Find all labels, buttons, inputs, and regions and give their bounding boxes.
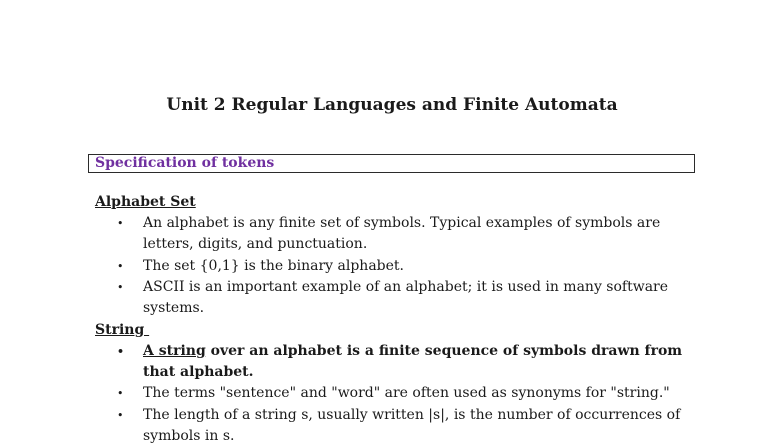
string-definition-text: over an alphabet is a finite sequence of symbols drawn from that alphabet.	[143, 343, 683, 380]
section-box	[88, 154, 695, 173]
bullet-icon: •	[117, 260, 124, 273]
section-title: Specification of tokens	[95, 155, 275, 171]
list-item	[117, 213, 688, 255]
page-title: Unit 2 Regular Languages and Finite Automata	[166, 95, 618, 115]
bullet-icon: •	[117, 217, 124, 230]
list-item-text: The terms "sentence" and "word" are often used as synonyms for "string."	[143, 385, 670, 401]
list-item-text: An alphabet is any finite set of symbols. Typical examples of symbols are letters, digits, and punctuation.	[143, 215, 661, 252]
bullet-icon: •	[117, 387, 124, 400]
list-item-text: The length of a string s, usually written |s|, is the number of occurrences of symbols in s.	[143, 407, 681, 444]
string-heading: String	[95, 322, 150, 338]
list-item	[117, 256, 688, 277]
alphabet-set-heading: Alphabet Set	[95, 194, 196, 210]
list-item-text: The set {0,1} is the binary alphabet.	[143, 258, 404, 274]
list-item	[117, 383, 688, 404]
list-item-text: ASCII is an important example of an alphabet; it is used in many software systems.	[143, 279, 669, 316]
bullet-icon: •	[117, 409, 124, 422]
bullet-icon: •	[117, 345, 125, 358]
list-item	[117, 277, 688, 319]
list-item-definition	[117, 341, 688, 383]
bullet-icon: •	[117, 281, 124, 294]
string-term: A string	[143, 343, 206, 359]
